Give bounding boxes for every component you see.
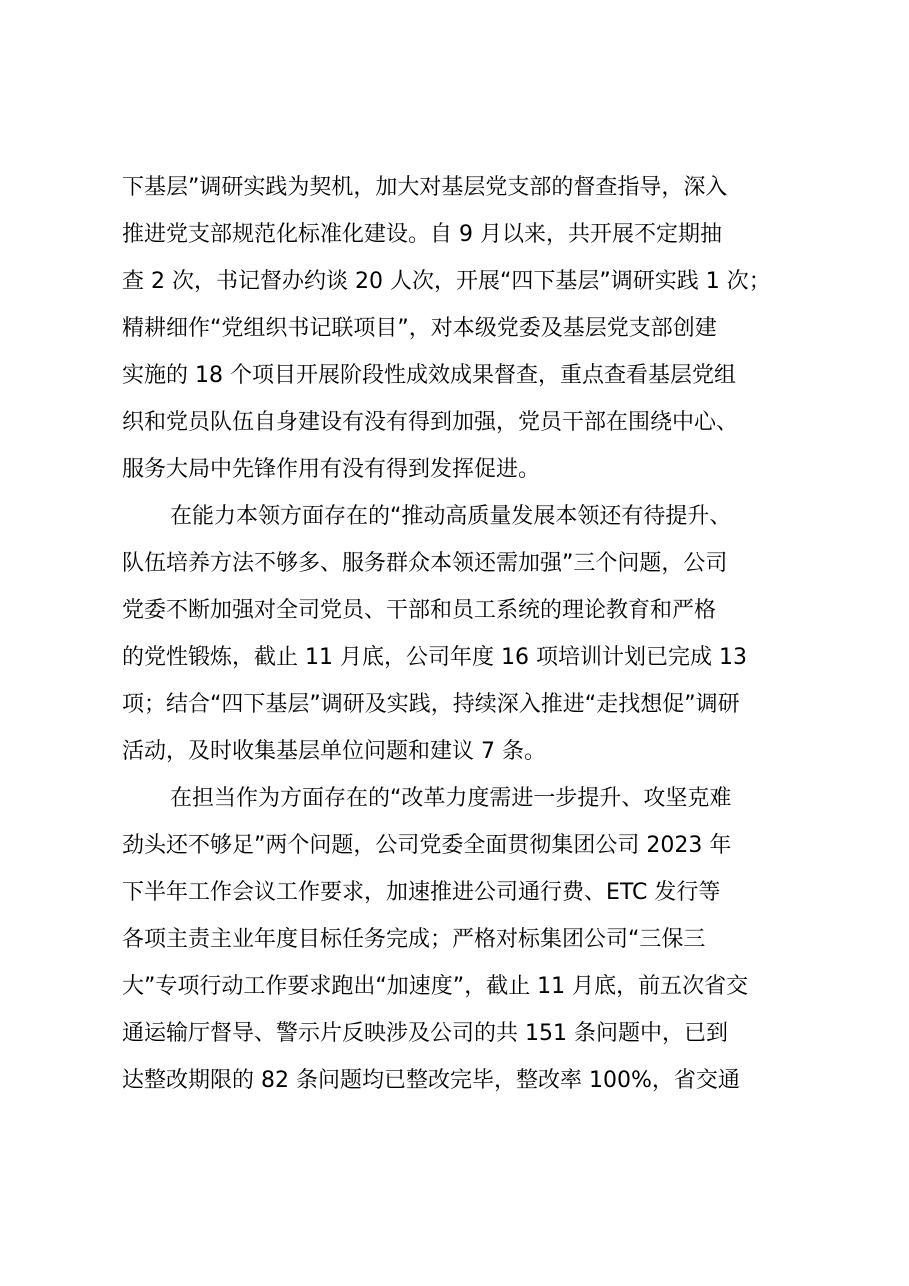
text-line: 下基层”调研实践为契机，加大对基层党支部的督查指导，深入 xyxy=(122,175,728,200)
text-line: 通运输厅督导、警示片反映涉及公司的共 151 条问题中，已到 xyxy=(122,1021,728,1046)
body-text xyxy=(122,164,822,1104)
text-line: 织和党员队伍自身建设有没有得到加强，党员干部在围绕中心、 xyxy=(122,410,739,435)
text-line: 精耕细作“党组织书记联项目”，对本级党委及基层党支部创建 xyxy=(122,316,717,341)
text-line: 队伍培养方法不够多、服务群众本领还需加强”三个问题，公司 xyxy=(122,551,728,576)
text-line: 查 2 次，书记督办约谈 20 人次，开展“四下基层”调研实践 1 次； xyxy=(122,269,771,294)
text-line: 各项主责主业年度目标任务完成；严格对标集团公司“三保三 xyxy=(122,927,706,952)
text-line: 下半年工作会议工作要求，加速推进公司通行费、ETC 发行等 xyxy=(122,880,721,905)
paragraph-first-line: 在担当作为方面存在的“改革力度需进一步提升、攻坚克难 xyxy=(170,786,732,811)
text-line: 党委不断加强对全司党员、干部和员工系统的理论教育和严格 xyxy=(122,598,717,623)
text-line: 活动，及时收集基层单位问题和建议 7 条。 xyxy=(122,739,546,764)
text-line: 实施的 18 个项目开展阶段性成效成果督查，重点查看基层党组 xyxy=(122,363,736,388)
text-line: 推进党支部规范化标准化建设。自 9 月以来，共开展不定期抽 xyxy=(122,222,722,247)
text-line: 劲头还不够足”两个问题，公司党委全面贯彻集团公司 2023 年 xyxy=(122,833,732,858)
text-line: 服务大局中先锋作用有没有得到发挥促进。 xyxy=(122,457,541,482)
text-line: 达整改期限的 82 条问题均已整改完毕，整改率 100%，省交通 xyxy=(122,1068,740,1093)
paragraph-first-line: 在能力本领方面存在的“推动高质量发展本领还有待提升、 xyxy=(170,504,732,529)
text-line: 大”专项行动工作要求跑出“加速度”，截止 11 月底，前五次省交 xyxy=(122,974,749,999)
text-line: 的党性锻炼，截止 11 月底，公司年度 16 项培训计划已完成 13 xyxy=(122,645,747,670)
text-line: 项；结合“四下基层”调研及实践，持续深入推进“走找想促”调研 xyxy=(122,692,740,717)
